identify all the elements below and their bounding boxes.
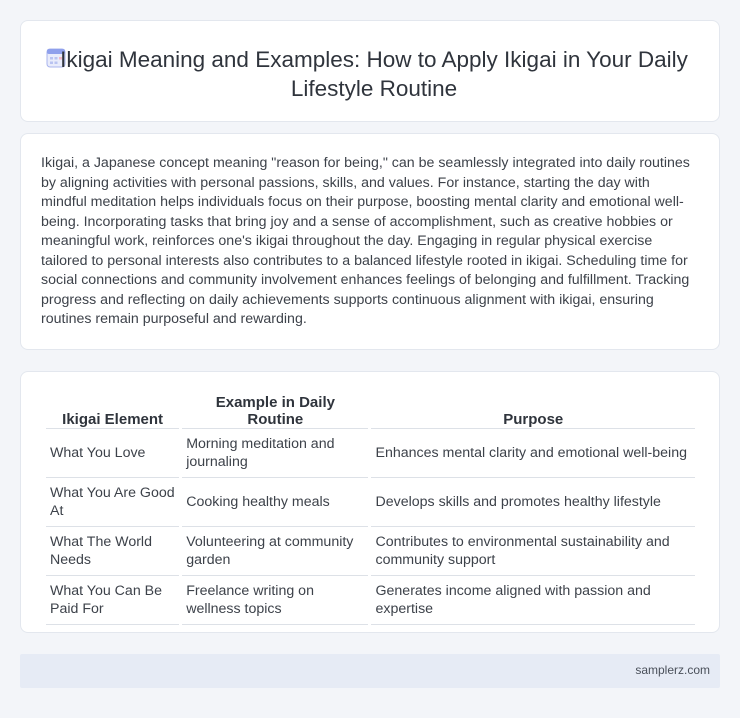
footer-site-link[interactable]: samplerz.com [635,663,710,677]
column-header-example: Example in Daily Routine [182,394,368,429]
table-cell: Freelance writing on wellness topics [182,576,368,625]
column-header-element: Ikigai Element [46,394,179,429]
table-cell: What The World Needs [46,527,179,576]
table-cell: Cooking healthy meals [182,478,368,527]
table-cell: What You Can Be Paid For [46,576,179,625]
intro-paragraph: Ikigai, a Japanese concept meaning "reason for being," can be seamlessly integrated into daily routines by aligning activities with personal passions, skills, and values. For instance, starting the day with mindful meditation helps individuals focus on their purpose, boosting mental clarity and emotional well-being. Incorporating tasks that bring joy and a sense of accomplishment, such as creative hobbies or meaningful work, reinforces one's ikigai throughout the day. Engaging in regular physical exercise tailored to personal interests also contributes to a balanced lifestyle rooted in ikigai. Scheduling time for social connections and community involvement enhances feelings of belonging and fulfillment. Tracking progress and reflecting on daily achievements supports continuous alignment with ikigai, ensuring routines remain purposeful and rewarding. [41,155,690,327]
table-cell: Morning meditation and journaling [182,429,368,478]
page-title: Ikigai Meaning and Examples: How to Apply Ikigai in Your Daily Lifestyle Routine [60,47,688,101]
table-row [46,478,695,527]
table-cell: Generates income aligned with passion and expertise [371,576,695,625]
table-header-row [46,394,695,429]
table-cell: Volunteering at community garden [182,527,368,576]
intro-card [20,133,720,350]
footer-bar [20,654,720,688]
table-row [46,429,695,478]
column-header-purpose: Purpose [371,394,695,429]
table-cell: Enhances mental clarity and emotional well-being [371,429,695,478]
table-card [20,371,720,633]
table-cell: Develops skills and promotes healthy lifestyle [371,478,695,527]
table-cell: What You Are Good At [46,478,179,527]
table-cell: What You Love [46,429,179,478]
table-cell: Contributes to environmental sustainability and community support [371,527,695,576]
header-card [20,20,720,122]
table-row [46,527,695,576]
ikigai-table [43,394,698,625]
table-row [46,576,695,625]
